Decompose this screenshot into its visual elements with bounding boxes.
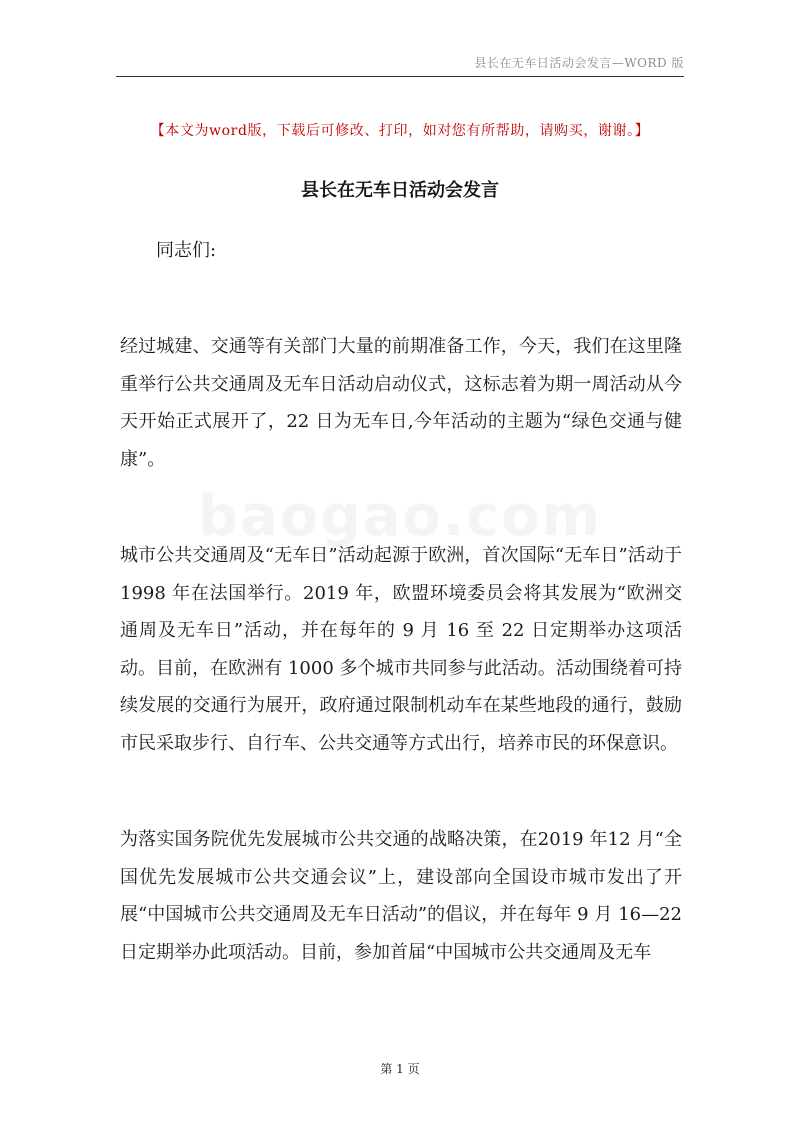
header-divider (116, 76, 684, 77)
paragraph-3: 为落实国务院优先发展城市公共交通的战略决策，在2019 年12 月“全国优先发展城市公共交通会议”上，建设部向全国设市城市发出了开展“中国城市公共交通周及无车日活动”的倡议，并在每年 9 月 16—22 日定期举办此项活动。目前，参加首届“中国城市公共交通周及无车 (120, 829, 682, 963)
paragraph-2: 城市公共交通周及“无车日”活动起源于欧洲，首次国际“无车日”活动于 1998 年在法国举行。2019 年，欧盟环境委员会将其发展为“欧洲交通周及无车日”活动，并在每年的 9 月 16 至 22 日定期举办这项活动。目前，在欧洲有 1000 多个城市共同参与此活动。活动围绕着可持续发展的交通行为展开，政府通过限制机动车在某些地段的通行，鼓励市民采取步行、自行车、公共交通等方式出行，培养市民的环保意识。 (120, 545, 682, 754)
page-number: 第 1 页 (380, 1062, 420, 1076)
document-body (120, 232, 682, 1030)
document-title: 县长在无车日活动会发言 (301, 180, 499, 201)
header-title: 县长在无车日活动会发言—WORD 版 (474, 56, 684, 70)
download-notice: 【本文为word版，下载后可修改、打印，如对您有所帮助，请购买，谢谢。】 (150, 123, 650, 139)
salutation: 同志们: (156, 240, 217, 261)
paragraph-1: 经过城建、交通等有关部门大量的前期准备工作，今天，我们在这里隆重举行公共交通周及无车日活动启动仪式，这标志着为期一周活动从今天开始正式展开了，22 日为无车日,今年活动的主题为“绿色交通与健康”。 (120, 336, 682, 470)
watermark: baogao.com (198, 484, 602, 549)
